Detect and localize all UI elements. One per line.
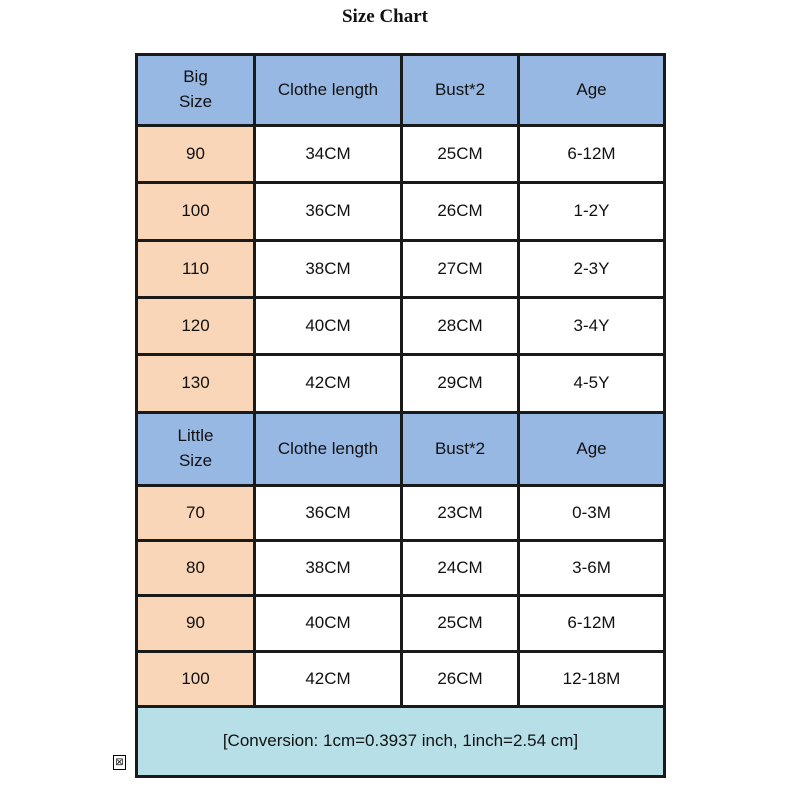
table-row (137, 355, 665, 413)
bust-cell: 23CM (402, 486, 519, 541)
size-cell: 70 (137, 486, 255, 541)
size-cell: 130 (137, 355, 255, 413)
table-row (137, 298, 665, 355)
header-size-cell (137, 413, 255, 486)
header-clothe-length: Clothe length (255, 55, 402, 126)
bust-cell: 26CM (402, 183, 519, 241)
bust-cell: 27CM (402, 241, 519, 298)
length-cell: 36CM (255, 486, 402, 541)
conversion-note: [Conversion: 1cm=0.3937 inch, 1inch=2.54 cm] (137, 707, 665, 777)
table-row (137, 183, 665, 241)
size-cell: 100 (137, 183, 255, 241)
age-cell: 3-4Y (519, 298, 665, 355)
header-size-line2: Size (178, 451, 213, 470)
header-age: Age (519, 55, 665, 126)
age-cell: 3-6M (519, 541, 665, 596)
header-size-line1: Big (183, 67, 208, 87)
bust-cell: 29CM (402, 355, 519, 413)
header-size-line2: Size (178, 92, 213, 111)
header-size-line1: Little (177, 426, 214, 446)
size-cell: 120 (137, 298, 255, 355)
broken-image-icon: ⊠ (113, 755, 126, 770)
header-age: Age (519, 413, 665, 486)
header-bust: Bust*2 (402, 413, 519, 486)
size-cell: 90 (137, 126, 255, 183)
table-row (137, 541, 665, 596)
size-cell: 80 (137, 541, 255, 596)
bust-cell: 26CM (402, 652, 519, 707)
age-cell: 0-3M (519, 486, 665, 541)
age-cell: 12-18M (519, 652, 665, 707)
length-cell: 38CM (255, 541, 402, 596)
size-cell: 100 (137, 652, 255, 707)
table-row (137, 486, 665, 541)
header-clothe-length: Clothe length (255, 413, 402, 486)
page-title: Size Chart (341, 6, 428, 27)
table-row (137, 652, 665, 707)
length-cell: 42CM (255, 355, 402, 413)
table-row (137, 241, 665, 298)
table-row (137, 126, 665, 183)
bust-cell: 28CM (402, 298, 519, 355)
age-cell: 1-2Y (519, 183, 665, 241)
header-size-cell (137, 55, 255, 126)
size-cell: 90 (137, 596, 255, 652)
length-cell: 42CM (255, 652, 402, 707)
header-row-little (137, 413, 665, 486)
bust-cell: 25CM (402, 126, 519, 183)
header-row-big (137, 55, 665, 126)
age-cell: 6-12M (519, 596, 665, 652)
age-cell: 2-3Y (519, 241, 665, 298)
length-cell: 38CM (255, 241, 402, 298)
length-cell: 40CM (255, 596, 402, 652)
age-cell: 4-5Y (519, 355, 665, 413)
conversion-row (137, 707, 665, 777)
length-cell: 34CM (255, 126, 402, 183)
size-cell: 110 (137, 241, 255, 298)
age-cell: 6-12M (519, 126, 665, 183)
table-row (137, 596, 665, 652)
bust-cell: 24CM (402, 541, 519, 596)
size-chart-table (135, 53, 666, 778)
header-bust: Bust*2 (402, 55, 519, 126)
bust-cell: 25CM (402, 596, 519, 652)
length-cell: 36CM (255, 183, 402, 241)
length-cell: 40CM (255, 298, 402, 355)
